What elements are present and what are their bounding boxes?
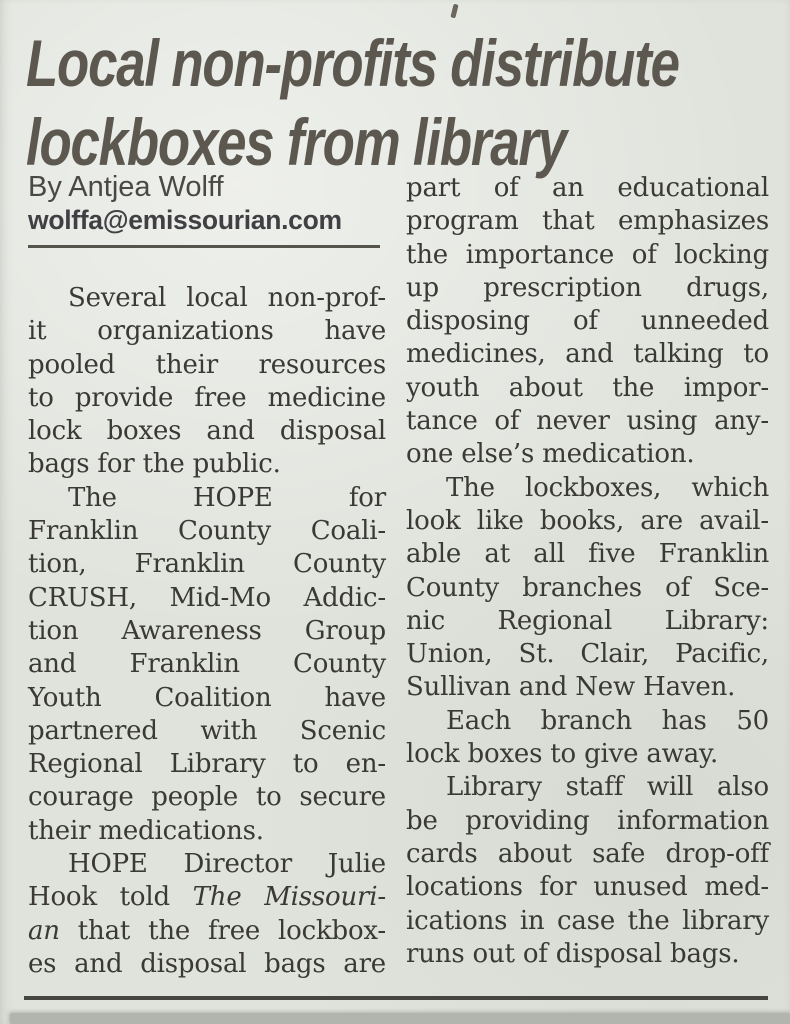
article-line: tance of never using any- [406,406,769,437]
article-line: program that emphasizes [406,206,769,237]
article-headline [26,24,790,182]
article-line: cards about safe drop-off [406,838,769,869]
article-line: Library staff will also [446,772,769,803]
article-line: County branches of Sce- [406,572,769,603]
article-line: look like books, are avail- [406,505,769,536]
article-line: be providing information [406,805,769,836]
article-line: Youth Coalition have [28,682,386,713]
article-line: their medications. [28,815,264,846]
article-line: to provide free medicine [28,382,386,413]
article-line: CRUSH, Mid-Mo Addic- [28,582,386,613]
article-line: Union, St. Clair, Pacific, [406,639,769,670]
article-line: disposing of unneeded [406,306,769,337]
scan-artifact-mark [450,4,458,19]
article-line: HOPE Director Julie [68,849,386,880]
article-line: pooled their resources [28,349,386,380]
article-line: nic Regional Library: [406,605,769,636]
article-line: The lockboxes, which [446,472,769,503]
headline-line: Local non-profits distribute [26,26,679,100]
article-line: tion, Franklin County [28,549,386,580]
article-line: courage people to secure [28,782,386,813]
article-line: partnered with Scenic [28,715,386,746]
article-line: and Franklin County [28,649,386,680]
article-line: it organizations have [28,316,386,347]
article-line: Regional Library to en- [28,749,386,780]
article-line: bags for the public. [28,449,281,480]
article-line: one else’s medication. [406,439,695,470]
article-line: runs out of disposal bags. [406,938,740,969]
headline-line: lockboxes from library [26,105,566,179]
article-line: lock boxes to give away. [406,739,719,770]
article-line: Each branch has 50 [446,705,769,736]
article-line: es and disposal bags are [28,948,386,979]
article-line: locations for unused med- [406,872,769,903]
article-line: youth about the impor- [406,372,769,403]
article-line: medicines, and talking to [406,339,769,370]
article-line: an that the free lockbox- [28,915,386,946]
byline-block [28,170,386,248]
byline-author: By Antjea Wolff [28,171,224,203]
byline-email: wolffa@emissourian.com [28,205,342,235]
scan-edge-band [10,1013,790,1024]
article-line: Sullivan and New Haven. [406,672,736,703]
article-line: able at all five Franklin [406,539,769,570]
article-line: tion Awareness Group [28,615,386,646]
byline-rule [28,245,380,248]
article-bottom-rule [24,996,768,1000]
article-column-left [28,282,386,981]
article-line: lock boxes and disposal [28,416,386,447]
article-line: Several local non-prof- [68,283,386,313]
article-line: The HOPE for [68,482,386,513]
article-line: part of an educational [406,173,769,203]
article-line: Franklin County Coali- [28,516,386,547]
article-line: ications in case the library [406,905,769,936]
article-line: the importance of locking [406,239,769,270]
article-line: Hook told The Missouri- [28,882,386,913]
article-line: up prescription drugs, [406,272,769,303]
article-column-right [406,172,769,971]
